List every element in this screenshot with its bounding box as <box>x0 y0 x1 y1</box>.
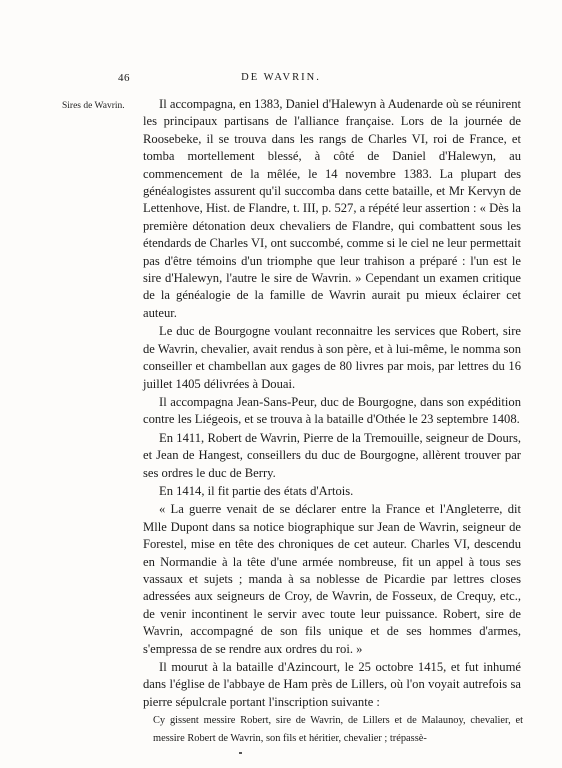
margin-note: Sires de Wavrin. <box>62 101 125 111</box>
page-number: 46 <box>118 72 130 84</box>
inscription-quote <box>153 712 523 748</box>
paragraph-2: Le duc de Bourgogne voulant reconnaitre les services que Robert, sire de Wavrin, chevalier, avait rendus à son père, et à lui-même, le nomma son conseiller et chambellan aux gages de 80 livres par mois, par lettres du 16 juillet 1405 délivrées à Douai. <box>143 324 521 391</box>
paragraph-4: En 1411, Robert de Wavrin, Pierre de la Tremouille, seigneur de Dours, et Jean de Hangest, conseillers du duc de Bourgogne, allèrent trouver par ses ordres le duc de Berry. <box>143 430 521 480</box>
page-mark <box>239 752 242 754</box>
inscription-text: Cy gissent messire Robert, sire de Wavrin, de Lillers et de Malaunoy, chevalier, et messire Robert de Wavrin, son fils et héritier, chevalier ; trépassè- <box>153 715 523 744</box>
paragraph-7: Il mourut à la bataille d'Azincourt, le 25 octobre 1415, et fut inhumé dans l'église de l'abbaye de Ham près de Lillers, où l'on voyait autrefois sa pierre sépulcrale portant l'inscription suivante : <box>143 660 521 709</box>
paragraph-5: En 1414, il fit partie des états d'Artois. <box>159 483 354 498</box>
paragraph-3: Il accompagna Jean-Sans-Peur, duc de Bourgogne, dans son expédition contre les Liégeois, et se trouva à la bataille d'Othée le 23 septembre 1408. <box>143 394 521 427</box>
running-header: DE WAVRIN. <box>241 72 321 83</box>
paragraph-1: Il accompagna, en 1383, Daniel d'Halewyn à Audenarde où se réunirent les principaux partisans de l'alliance française. Lors de la journée de Roosebeke, il se trouva dans les rangs de Charles VI, roi de France, et tomba mortellement blessé, à côté de Daniel d'Halewyn, au commencement de la mêlée, le 14 novembre 1383. La plupart des généalogistes assurent qu'il succomba dans cette bataille, et Mr Kervyn de Lettenhove, Hist. de Flandre, t. III, p. 527, a répété leur assertion : « Dès la première détonation deux chevaliers de Flandre, qui combattent sous les étendards de Charles VI, ont succombé, comme si le ciel ne leur permettait pas d'être témoins d'un triomphe que leur trahison a préparé : l'un est le sire d'Halewyn, l'autre le sire de Wavrin. » Cependant un examen critique de la généalogie de la famille de Wavrin aurait pu mieux éclairer cet auteur. <box>143 97 521 320</box>
paragraph-6: « La guerre venait de se déclarer entre la France et l'Angleterre, dit Mlle Dupont dans sa notice biographique sur Jean de Wavrin, seigneur de Forestel, mise en tête des chroniques de cet auteur. Charles VI, descendu en Normandie à la tête d'une armée nombreuse, fit un appel à tous ses vassaux et sujets ; manda à sa noblesse de Picardie par lettres closes adressées aux seigneurs de Croy, de Wavrin, de Fosseux, de Crequy, etc., de venir incontinent le servir avec toute leur puissance. Robert, sire de Wavrin, accompagné de son fils unique et de ses hommes d'armes, s'empressa de se rendre aux ordres du roi. » <box>143 502 521 656</box>
main-text <box>143 96 521 711</box>
